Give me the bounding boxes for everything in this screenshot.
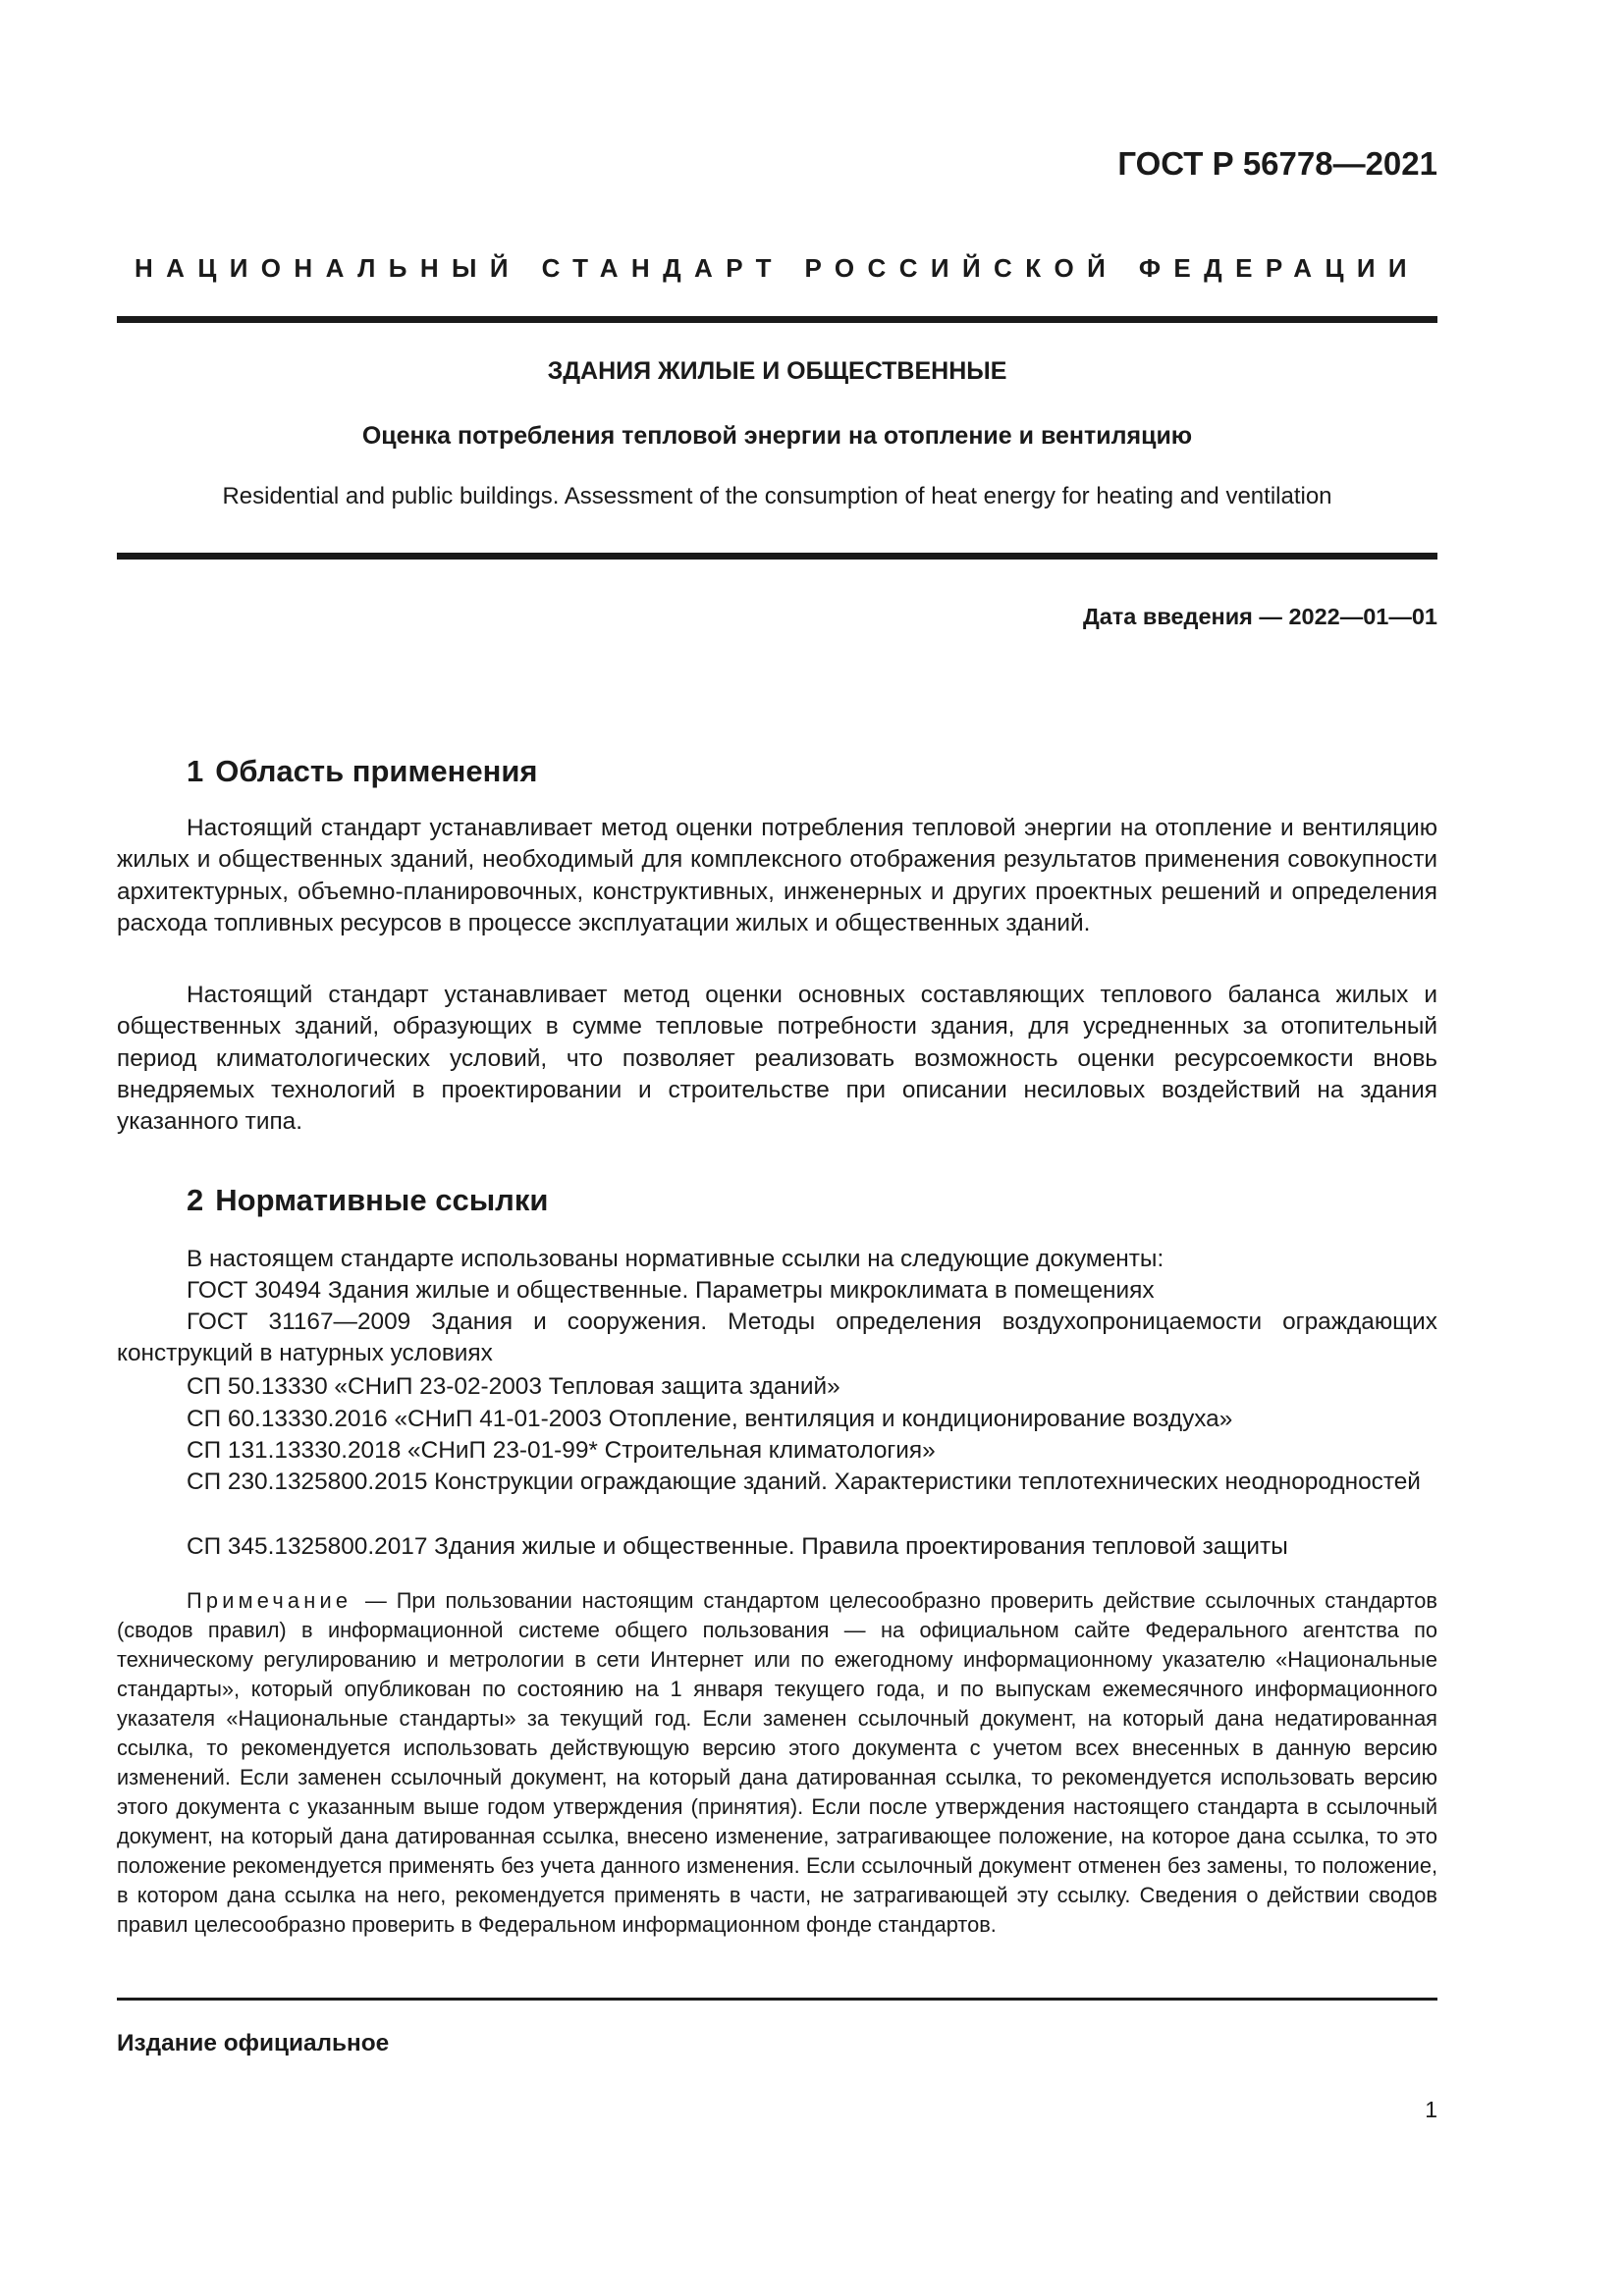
reference-item: ГОСТ 31167—2009 Здания и сооружения. Методы определения воздухопроницаемости ограждающих конструкций в натурных условиях (117, 1308, 1437, 1367)
note-text: — При пользовании настоящим стандартом целесообразно проверить действие ссылочных стандартов (сводов правил) в информационной системе общего пользования — на официальном сайте Федерального агентства по техническому регулированию и метрологии в сети Интернет или по ежегодному информационному указателю «Национальные стандарты», который опубликован по состоянию на 1 января текущего года, и по выпускам ежемесячного информационного указателя «Национальные стандарты» за текущий год. Если заменен ссылочный документ, на который дана недатированная ссылка, то рекомендуется использовать действующую версию этого документа с учетом всех внесенных в данную версию изменений. Если заменен ссылочный документ, на который дана датированная ссылка, то рекомендуется использовать версию этого документа с указанным выше годом утверждения (принятия). Если после утверждения настоящего стандарта в ссылочный документ, на который дана датированная ссылка, внесено изменение, затрагивающее положение, на которое дана ссылка, то это положение рекомендуется применять без учета данного изменения. Если ссылочный документ отменен без замены, то положение, в котором дана ссылка на него, рекомендуется применять в части, не затрагивающей эту ссылку. Сведения о действии сводов правил целесообразно проверить в Федеральном информационном фонде стандартов. (117, 1588, 1437, 1937)
section-2-heading (187, 1183, 548, 1218)
note-label: Примечание (187, 1588, 352, 1613)
english-title: Residential and public buildings. Assessment of the consumption of heat energy for heating and ventilation (222, 483, 1332, 509)
reference-item: СП 60.13330.2016 «СНиП 41-01-2003 Отопление, вентиляция и кондиционирование воздуха» (187, 1406, 1233, 1432)
reference-item: СП 230.1325800.2015 Конструкции ограждающие зданий. Характеристики теплотехнических неоднородностей (187, 1468, 1421, 1495)
introduction-date: Дата введения — 2022—01—01 (1082, 604, 1437, 629)
page-number: 1 (1425, 2097, 1437, 2122)
section-1-title: Область применения (215, 754, 538, 788)
section-1-paragraph-1: Настоящий стандарт устанавливает метод оценки потребления тепловой энергии на отопление и вентиляцию жилых и общественных зданий, необходимый для комплексного отображения результатов применения совокупности архитектурных, объемно-планировочных, конструктивных, инженерных и других проектных решений и определения расхода топливных ресурсов в процессе эксплуатации жилых и общественных зданий. (117, 815, 1437, 936)
footer-rule (117, 1998, 1437, 2001)
reference-item: СП 131.13330.2018 «СНиП 23-01-99* Строительная климатология» (187, 1437, 936, 1464)
official-edition-label: Издание официальное (117, 2030, 390, 2056)
title-bottom-rule (117, 553, 1437, 560)
section-2-title: Нормативные ссылки (215, 1183, 549, 1217)
top-rule (117, 316, 1437, 323)
references-note (117, 1586, 1437, 1940)
document-code: ГОСТ Р 56778—2021 (1117, 145, 1437, 182)
reference-item: СП 345.1325800.2017 Здания жилые и общественные. Правила проектирования тепловой защиты (187, 1533, 1288, 1560)
national-standard-heading: НАЦИОНАЛЬНЫЙ СТАНДАРТ РОССИЙСКОЙ ФЕДЕРАЦИИ (134, 253, 1421, 283)
section-1-number: 1 (187, 754, 204, 788)
section-1-heading (187, 754, 538, 789)
reference-item: ГОСТ 30494 Здания жилые и общественные. Параметры микроклимата в помещениях (187, 1277, 1155, 1304)
references-intro: В настоящем стандарте использованы нормативные ссылки на следующие документы: (187, 1246, 1164, 1272)
document-subtitle: Оценка потребления тепловой энергии на отопление и вентиляцию (361, 422, 1193, 450)
document-title: ЗДАНИЯ ЖИЛЫЕ И ОБЩЕСТВЕННЫЕ (547, 357, 1007, 385)
section-1-paragraph-2: Настоящий стандарт устанавливает метод оценки основных составляющих теплового баланса жилых и общественных зданий, образующих в сумме тепловые потребности здания, для усредненных за отопительный период климатологических условий, что позволяет реализовать возможность оценки ресурсоемкости вновь внедряемых технологий в проектировании и строительстве при описании несиловых воздействий на здания указанного типа. (117, 982, 1437, 1136)
reference-item: СП 50.13330 «СНиП 23-02-2003 Тепловая защита зданий» (187, 1373, 840, 1400)
section-2-number: 2 (187, 1183, 204, 1217)
